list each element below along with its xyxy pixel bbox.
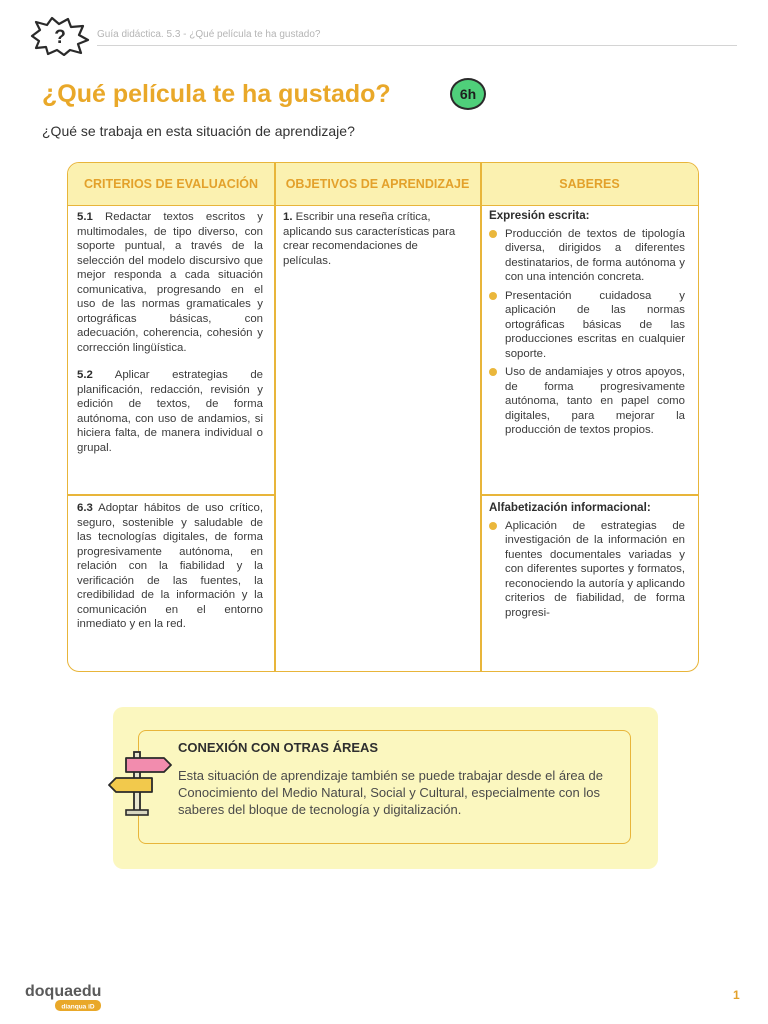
saberes-cell-expresion <box>489 209 685 442</box>
objective-1: 1. Escribir una reseña crítica, aplicando sus características para crear recomendaciones de películas. <box>283 211 456 267</box>
row-divider <box>480 494 699 496</box>
page-number: 1 <box>733 988 740 1002</box>
bullet-icon <box>489 522 497 530</box>
saberes-item: Producción de textos de tipología diversa, dirigidos a diferentes destinatarios, de forma autónoma y con una intención concreta. <box>489 227 685 285</box>
column-divider <box>480 163 482 671</box>
objectives-cell <box>283 210 469 268</box>
criterion-5-2: 5.2 Aplicar estrategias de planificación, redacción, revisión y edición de textos, de forma autónoma, con uso de andamios, si hiciera falta, de manera individual o grupal. <box>77 369 263 454</box>
badge-glyph: ? <box>54 27 66 48</box>
intro-question: ¿Qué se trabaja en esta situación de aprendizaje? <box>42 123 355 139</box>
saberes-item: Aplicación de estrategias de investigación de la información en fuentes documentales variadas y con diferentes suportes y formatos, reconociendo la autoría y aplicando criterios de fiabilidad, de forma progresi- <box>489 519 685 621</box>
connection-title: CONEXIÓN CON OTRAS ÁREAS <box>178 740 379 755</box>
breadcrumb: Guía didáctica. 5.3 - ¿Qué película te ha gustado? <box>97 29 321 40</box>
doquaedu-logo <box>25 979 110 1013</box>
bullet-icon <box>489 230 497 238</box>
saberes-item: Presentación cuidadosa y aplicación de las normas ortográficas básicas de las producciones escritas en cualquier soporte. <box>489 289 685 362</box>
bullet-icon <box>489 368 497 376</box>
saberes-heading: Alfabetización informacional: <box>489 501 651 514</box>
connection-text: Esta situación de aprendizaje también se puede trabajar desde el área de Conocimiento del Medio Natural, Social y Cultural, especialmente con los saberes del bloque de tecnología y digitalización. <box>178 768 603 817</box>
criterion-5-1: 5.1 Redactar textos escritos y multimodales, de tipo diverso, con soporte puntual, a través de la selección del modelo discursivo que mejor responda a cada situación comunicativa, progresando en el uso de las normas gramaticales y ortográficas básicas, con adecuación, coherencia, cohesión y corrección lingüística. <box>77 211 263 354</box>
criteria-cell <box>77 501 263 632</box>
exclamation-badge-icon <box>28 16 90 56</box>
brand-name: doquaedu <box>25 983 102 1000</box>
page-title: ¿Qué película te ha gustado? <box>42 80 391 108</box>
column-divider <box>274 163 276 671</box>
criterion-6-3: 6.3 Adoptar hábitos de uso crítico, seguro, sostenible y saludable de las tecnologías digitales, de forma progresivamente autónoma, en relación con la fiabilidad y la verificación de las fuentes, la credibilidad de la información y la comunicación en el entorno inmediato y en la red. <box>77 502 263 630</box>
header-objetivos: OBJETIVOS DE APRENDIZAJE <box>285 177 470 191</box>
saberes-cell-alfabetizacion <box>489 501 685 624</box>
header-divider <box>97 45 737 46</box>
row-divider <box>68 494 274 496</box>
hours-badge: 6h <box>450 78 486 110</box>
saberes-heading: Expresión escrita: <box>489 209 590 222</box>
saberes-item: Uso de andamiajes y otros apoyos, de forma progresivamente autónoma, tanto en papel como digitales, para mejorar la producción de textos propios. <box>489 365 685 438</box>
bullet-icon <box>489 292 497 300</box>
signpost-icon <box>104 746 174 818</box>
learning-table <box>67 162 699 672</box>
header-saberes: SABERES <box>559 177 620 191</box>
brand-tagline: dianqua iD <box>61 1003 95 1011</box>
header-criterios: CRITERIOS DE EVALUACIÓN <box>83 177 259 191</box>
criteria-cell <box>77 210 263 455</box>
